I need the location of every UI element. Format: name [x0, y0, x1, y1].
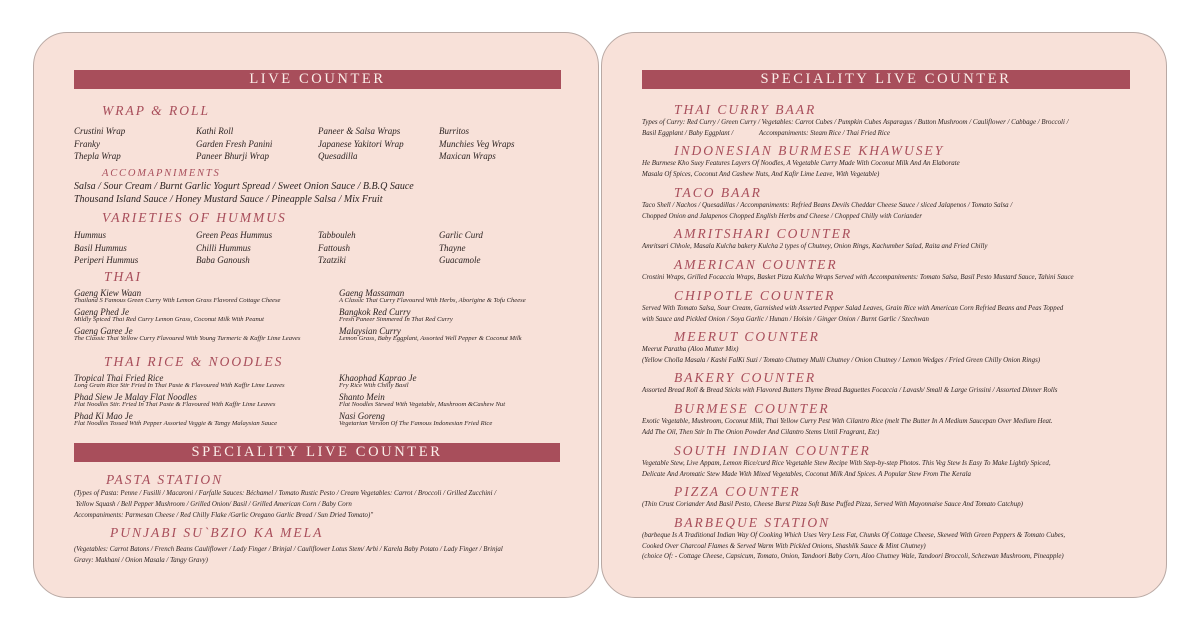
section-line: (Thin Crust Coriander And Basil Pesto, Cheese Burst Pizza Soft Base Puffed Pizza, Served With Mayonnaise Sauce And Tomato Catchup) — [642, 501, 1023, 508]
section-line: He Burmese Kho Suey Features Layers Of Noodles, A Vegetable Curry Made With Coconut Milk And An Elaborate — [642, 160, 960, 167]
section-line: Delicate And Aromatic Stew Made With Mixed Vegetables, Coconut Milk And Spices. A Popular Stew From The Kerala — [642, 470, 971, 478]
section-line: Masala Of Spices, Coconut And Cashew Nuts, And Kafir Lime Leave, With Vegetable) — [642, 170, 880, 178]
menu-item-description: The Classic Thai Yellow Curry Flavoured With Young Turmeric & Kaffir Lime Leaves — [74, 335, 301, 342]
section-line: (barbeque Is A Traditional Indian Way Of Cooking Which Uses Very Less Fat, Chunks Of Cottage Cheese, Skewed With Green Peppers & Tomato Cubes, — [642, 532, 1066, 539]
menu-item-description: Long Grain Rice Stir Fried In Thai Paste & Flavoured With Kaffir Lime Leaves — [74, 382, 285, 389]
pasta-line: Accompaniments: Parmesan Cheese / Red Chilly Flake /Garlic Oregano Garlic Bread / Sun Dried Tomato)" — [74, 512, 374, 519]
section-title: BARBEQUE STATION — [674, 515, 831, 530]
menu-item: Tabbouleh — [318, 230, 356, 240]
menu-item-name: Khaophad Kaprao Je — [339, 373, 417, 383]
menu-item: Japanese Yakitori Wrap — [318, 138, 404, 149]
menu-item-description: Mildly Spiced Thai Red Curry Lemon Grass, Coconut Milk With Peanut — [74, 316, 264, 323]
section-line: with Sauce and Pickled Onion / Soya Garlic / Hunan / Hoisin / Ginger Onion / Burnt Garlic / Szechwan — [642, 315, 929, 323]
menu-item: Guacamole — [439, 255, 481, 265]
menu-item-name: Gaeng Phed Je — [74, 307, 129, 317]
accompaniments-line: Salsa / Sour Cream / Burnt Garlic Yogurt Spread / Sweet Onion Sauce / B.B.Q Sauce — [74, 181, 414, 192]
pasta-line: Yellow Squash / Bell Pepper Mushroom / Grilled Onion/ Basil / Grilled American Corn / Baby Corn — [74, 501, 352, 508]
punjabi-line: (Vegetables: Carrot Batons / French Beans Cauliflower / Lady Finger / Brinjal / Cauliflower Lotus Stem/ Arbi / Karela Baby Potato / Lady Finger / Brinjal — [74, 546, 503, 553]
menu-item: Quesadilla — [318, 151, 358, 161]
menu-item: Periperi Hummus — [74, 255, 139, 265]
section-title: MEERUT COUNTER — [674, 329, 820, 344]
menu-item-name: Gaeng Kiew Waan — [74, 288, 142, 298]
menu-item-name: Malaysian Curry — [339, 326, 401, 336]
live-counter-banner: LIVE COUNTER — [74, 70, 561, 89]
menu-item: Chilli Hummus — [196, 242, 251, 253]
section-title-punjabi: PUNJABI SU`BZIO KA MELA — [110, 525, 324, 540]
section-title-thai-rice-noodles: THAI RICE & NOODLES — [104, 354, 284, 369]
menu-item: Thepla Wrap — [74, 151, 121, 161]
menu-item-name: Phad Siew Je Malay Flat Noodles — [74, 392, 197, 402]
menu-item-name: Phad Ki Mao Je — [74, 411, 133, 421]
menu-item-description: Flat Noodles Tossed With Pepper Assorted Veggie & Tangy Malaysian Sauce — [74, 420, 278, 427]
punjabi-line: Gravy: Makhani / Onion Masala / Tangy Gravy) — [74, 557, 208, 564]
menu-item-description: Flat Noodles Stir. Fried In Thai Paste & Flavoured With Kaffir Lime Leaves — [74, 401, 276, 408]
menu-item: Crustini Wrap — [74, 126, 126, 136]
section-line: Types of Curry: Red Curry / Green Curry / Vegetables: Carrot Cubes / Pumpkin Cubes Asparagus / Button Mushroom / Cauliflower / Cabbage / Broccoli / — [642, 119, 1069, 126]
section-line: Basil Eggplant / Baby Eggplant / Accompaniments: Steam Rice / Thai Fried Rice — [642, 129, 890, 137]
menu-item: Tzatziki — [318, 255, 347, 265]
section-title-pasta-station: PASTA STATION — [106, 472, 224, 487]
menu-item: Basil Hummus — [74, 242, 127, 253]
menu-page-left — [33, 32, 599, 598]
section-line: Cooked Over Charcoal Flames & Served Warm With Pickled Onions, Shashlik Sauce & Mint Chutney) — [642, 542, 926, 550]
menu-item: Hummus — [74, 230, 107, 240]
section-title: SOUTH INDIAN COUNTER — [674, 443, 871, 458]
menu-item-name: Gaeng Massaman — [339, 288, 405, 298]
menu-item-description: Vegetarian Version Of The Famous Indonesian Fried Rice — [339, 420, 493, 427]
section-line: Taco Shell / Nachos / Quesadillas / Accompaniments: Refried Beans Devils Cheddar Cheese Sauce / sliced Jalapenos / Tomato Salsa / — [642, 202, 1013, 209]
section-line: Chopped Onion and Jalapenos Chopped English Herbs and Cheese / Chopped Chilly with Coriander — [642, 212, 923, 220]
section-line: Meerut Paratha (Aloo Mutter Mix) — [642, 346, 739, 353]
section-line: Served With Tomato Salsa, Sour Cream, Garnished with Asserted Pepper Salad Leaves, Grain Rice with American Corn Refried Beans and Peas Topped — [642, 305, 1064, 312]
section-line: Crostini Wraps, Grilled Focaccia Wraps, Basket Pizza Kulcha Wraps Served with Accompaniments: Tomato Salsa, Basil Pesto Mustard Sauce, Tahini Sauce — [642, 274, 1074, 281]
menu-item: Garden Fresh Panini — [196, 138, 273, 149]
menu-item: Maxican Wraps — [439, 151, 496, 161]
menu-item-description: A Classic Thai Curry Flavoured With Herbs, Aborigine & Tofu Cheese — [339, 297, 526, 304]
menu-item: Green Peas Hummus — [196, 230, 273, 240]
menu-item-name: Shanto Mein — [339, 392, 385, 402]
menu-item-name: Bangkok Red Curry — [339, 307, 411, 317]
section-title: CHIPOTLE COUNTER — [674, 288, 836, 303]
section-title: AMERICAN COUNTER — [674, 257, 838, 272]
section-line: Amritsari Chhole, Masala Kulcha bakery Kulcha 2 types of Chutney, Onion Rings, Kachumber Salad, Raita and Fried Chilly — [642, 243, 988, 250]
menu-item-name: Gaeng Garee Je — [74, 326, 133, 336]
menu-item: Kathi Roll — [196, 126, 234, 136]
menu-item: Garlic Curd — [439, 230, 483, 240]
menu-item: Thayne — [439, 242, 466, 253]
section-line: Vegetable Stew, Live Appam, Lemon Rice/curd Rice Vegetable Stew Recipe With Step-by-step Photos. This Veg Stew Is Easy To Make Lightly Spiced, — [642, 460, 1051, 467]
menu-item-name: Tropical Thai Fried Rice — [74, 373, 164, 383]
section-title-hummus: VARIETIES OF HUMMUS — [102, 210, 287, 225]
menu-item-description: Lemon Grass, Baby Eggplant, Assorted Well Pepper & Coconut Milk — [339, 335, 522, 342]
section-title: BURMESE COUNTER — [674, 401, 830, 416]
section-title-thai: THAI — [104, 269, 142, 284]
menu-item: Paneer Bhurji Wrap — [196, 151, 269, 161]
section-title: PIZZA COUNTER — [674, 484, 801, 499]
section-title: INDONESIAN BURMESE KHAWUSEY — [674, 143, 945, 158]
menu-item-description: Thailand S Famous Green Curry With Lemon Grass Flavored Cottage Cheese — [74, 297, 281, 304]
menu-item: Munchies Veg Wraps — [439, 138, 515, 149]
section-title: TACO BAAR — [674, 185, 762, 200]
menu-item: Fattoush — [318, 242, 351, 253]
menu-item-description: Fry Rice With Chilly Basil — [339, 382, 409, 389]
section-title: THAI CURRY BAAR — [674, 102, 817, 117]
menu-item: Baba Ganoush — [196, 255, 250, 265]
section-title-accompaniments: ACCOMAPNIMENTS — [102, 168, 221, 179]
menu-item-name: Nasi Goreng — [339, 411, 385, 421]
menu-page-right — [601, 32, 1167, 598]
menu-item-description: Flat Noodles Stewed With Vegetable, Mushroom &Cashew Nut — [339, 401, 506, 408]
accompaniments-line: Thousand Island Sauce / Honey Mustard Sauce / Pineapple Salsa / Mix Fruit — [74, 194, 383, 205]
pasta-line: (Types of Pasta: Penne / Fusilli / Macaroni / Farfalle Sauces: Béchamel / Tomato Rustic Pesto / Cream Vegetables: Carrot / Broccoli / Grilled Zucchini / — [74, 490, 497, 497]
section-title-wrap-roll: WRAP & ROLL — [102, 103, 211, 118]
menu-item: Franky — [74, 138, 100, 149]
section-line: Assorted Bread Roll & Bread Sticks with Flavored Butters Thyme Bread Baguettes Focaccia / Lavash/ Small & Large Grissini / Assorted Dinner Rolls — [642, 387, 1058, 394]
section-title: AMRITSHARI COUNTER — [674, 226, 853, 241]
speciality-live-counter-banner: SPECIALITY LIVE COUNTER — [642, 70, 1130, 89]
section-line: Add The Oil, Then Stir In The Onion Powder And Cilantro Stems Until Fragrant, Etc) — [642, 428, 880, 436]
section-title: BAKERY COUNTER — [674, 370, 817, 385]
section-line: (choice Of: - Cottage Cheese, Capsicum, Tomato, Onion, Tandoori Baby Corn, Aloo Chutney Wale, Tandoori Broccoli, Schezwan Mushroom, Pineapple) — [642, 553, 1064, 560]
menu-item: Paneer & Salsa Wraps — [318, 126, 401, 136]
section-line: Exotic Vegetable, Mushroom, Coconut Milk, Thai Yellow Curry Pest With Cilantro Rice (melt The Butter In A Medium Saucepan Over Medium Heat. — [642, 418, 1053, 425]
speciality-live-counter-banner: SPECIALITY LIVE COUNTER — [74, 443, 560, 462]
menu-item-description: Fresh Paneer Simmered In Thai Red Curry — [339, 316, 453, 323]
menu-item: Burritos — [439, 126, 470, 136]
section-line: (Yellow Cholla Masala / Kashi FalKi Suzi / Tomato Chutney Mulli Chutney / Onion Chutney / Lemon Wedges / Fried Green Chilly Onion Rings) — [642, 356, 1041, 364]
